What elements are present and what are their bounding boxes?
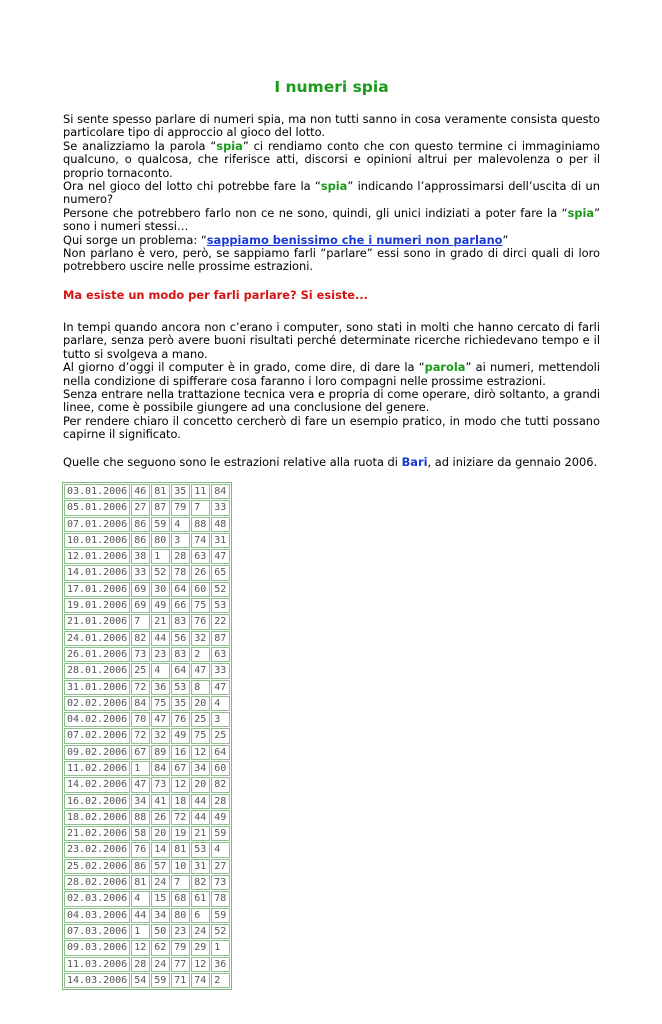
draw-number: 1 — [211, 940, 230, 955]
draw-number: 33 — [211, 500, 230, 515]
draw-number: 4 — [131, 891, 150, 906]
draw-date: 17.01.2006 — [64, 582, 130, 597]
draw-number: 7 — [191, 500, 210, 515]
draw-number: 57 — [151, 859, 170, 874]
draw-number: 78 — [171, 565, 190, 580]
draw-date: 18.02.2006 — [64, 810, 130, 825]
draw-number: 80 — [171, 908, 190, 923]
draw-number: 80 — [151, 533, 170, 548]
draw-number: 12 — [191, 745, 210, 760]
draw-number: 34 — [191, 761, 210, 776]
draw-number: 84 — [131, 696, 150, 711]
table-row — [64, 517, 230, 532]
document — [63, 78, 600, 990]
draw-date: 14.03.2006 — [64, 973, 130, 988]
draw-date: 25.02.2006 — [64, 859, 130, 874]
draw-number: 49 — [171, 728, 190, 743]
draw-number: 82 — [131, 631, 150, 646]
draw-number: 32 — [191, 631, 210, 646]
keyword-spia: spia — [567, 205, 595, 220]
draw-number: 20 — [191, 696, 210, 711]
draw-number: 4 — [171, 517, 190, 532]
draw-number: 68 — [171, 891, 190, 906]
draw-number: 4 — [211, 696, 230, 711]
draw-number: 44 — [151, 631, 170, 646]
draw-date: 02.03.2006 — [64, 891, 130, 906]
draw-number: 30 — [151, 582, 170, 597]
draw-number: 72 — [171, 810, 190, 825]
draw-number: 15 — [151, 891, 170, 906]
draw-number: 70 — [131, 712, 150, 727]
draw-number: 53 — [171, 680, 190, 695]
draw-number: 27 — [131, 500, 150, 515]
table-row — [64, 908, 230, 923]
table-row — [64, 614, 230, 629]
draw-date: 07.03.2006 — [64, 924, 130, 939]
draw-number: 4 — [151, 663, 170, 678]
draw-number: 44 — [191, 794, 210, 809]
draw-date: 09.02.2006 — [64, 745, 130, 760]
table-row — [64, 842, 230, 857]
draw-number: 86 — [131, 859, 150, 874]
draw-number: 60 — [191, 582, 210, 597]
draw-date: 05.01.2006 — [64, 500, 130, 515]
draw-number: 36 — [151, 680, 170, 695]
draw-number: 12 — [191, 957, 210, 972]
draw-number: 1 — [131, 924, 150, 939]
keyword-parola: parola — [424, 360, 466, 375]
draw-number: 72 — [131, 728, 150, 743]
draw-number: 50 — [151, 924, 170, 939]
draw-number: 73 — [151, 777, 170, 792]
draw-number: 20 — [151, 826, 170, 841]
keyword-spia: spia — [216, 138, 243, 153]
draw-number: 25 — [131, 663, 150, 678]
draw-number: 87 — [211, 631, 230, 646]
draw-number: 24 — [151, 875, 170, 890]
draw-date: 24.01.2006 — [64, 631, 130, 646]
draw-date: 07.01.2006 — [64, 517, 130, 532]
draw-number: 77 — [171, 957, 190, 972]
draw-number: 44 — [191, 810, 210, 825]
draw-number: 35 — [171, 484, 190, 499]
draw-number: 18 — [171, 794, 190, 809]
draw-number: 31 — [211, 533, 230, 548]
table-row — [64, 663, 230, 678]
draw-number: 24 — [151, 957, 170, 972]
draw-number: 41 — [151, 794, 170, 809]
table-row — [64, 647, 230, 662]
draw-date: 04.02.2006 — [64, 712, 130, 727]
draw-number: 10 — [171, 859, 190, 874]
draw-number: 59 — [211, 826, 230, 841]
draw-number: 59 — [211, 908, 230, 923]
draw-number: 29 — [191, 940, 210, 955]
draw-number: 49 — [211, 810, 230, 825]
draw-number: 28 — [211, 794, 230, 809]
draw-number: 81 — [151, 484, 170, 499]
table-row — [64, 696, 230, 711]
draw-number: 32 — [151, 728, 170, 743]
draw-number: 31 — [191, 859, 210, 874]
draw-number: 82 — [191, 875, 210, 890]
draw-number: 54 — [131, 973, 150, 988]
draw-number: 35 — [171, 696, 190, 711]
table-row — [64, 631, 230, 646]
draw-number: 23 — [171, 924, 190, 939]
draw-number: 73 — [131, 647, 150, 662]
draw-number: 83 — [171, 647, 190, 662]
draw-date: 09.03.2006 — [64, 940, 130, 955]
draw-number: 4 — [211, 842, 230, 857]
draw-number: 25 — [191, 712, 210, 727]
draw-number: 72 — [131, 680, 150, 695]
draw-number: 60 — [211, 761, 230, 776]
draw-date: 11.03.2006 — [64, 957, 130, 972]
draw-number: 28 — [131, 957, 150, 972]
table-row — [64, 565, 230, 580]
draw-number: 75 — [191, 728, 210, 743]
draw-number: 88 — [131, 810, 150, 825]
draw-number: 69 — [131, 582, 150, 597]
draw-number: 62 — [151, 940, 170, 955]
table-row — [64, 728, 230, 743]
draw-date: 19.01.2006 — [64, 598, 130, 613]
draw-number: 23 — [151, 647, 170, 662]
draw-number: 69 — [131, 598, 150, 613]
draw-number: 25 — [211, 728, 230, 743]
draw-number: 83 — [171, 614, 190, 629]
draw-number: 84 — [151, 761, 170, 776]
draw-number: 22 — [211, 614, 230, 629]
draw-number: 27 — [211, 859, 230, 874]
table-row — [64, 533, 230, 548]
draw-number: 74 — [191, 533, 210, 548]
draw-number: 33 — [131, 565, 150, 580]
table-row — [64, 712, 230, 727]
draw-number: 44 — [131, 908, 150, 923]
draw-number: 81 — [171, 842, 190, 857]
table-row — [64, 761, 230, 776]
table-row — [64, 826, 230, 841]
section-subtitle: Ma esiste un modo per farli parlare? Si esiste... — [63, 287, 369, 302]
draw-date: 11.02.2006 — [64, 761, 130, 776]
draw-number: 53 — [191, 842, 210, 857]
table-row — [64, 891, 230, 906]
draw-number: 76 — [131, 842, 150, 857]
draw-number: 21 — [191, 826, 210, 841]
draw-date: 12.01.2006 — [64, 549, 130, 564]
table-row — [64, 549, 230, 564]
draw-number: 26 — [151, 810, 170, 825]
draw-number: 36 — [211, 957, 230, 972]
draw-number: 28 — [171, 549, 190, 564]
table-row — [64, 484, 230, 499]
draw-number: 86 — [131, 533, 150, 548]
draw-number: 67 — [131, 745, 150, 760]
body-paragraph: In tempi quando ancora non c’erano i computer, sono stati in molti che hanno cercato di farli parlare, senza però avere buoni risultati perché determinate ricerche richiedevano tempo e il tutto si svolgeva a mano. Al giorno d’oggi il computer è in grado, come dire, di dare la “parola” ai numeri, mettendoli nella condizione di spifferare cosa faranno i loro compagni nelle prossime estrazioni. Senza entrare nella trattazione tecnica vera e propria di come operare, dirò soltanto, a grandi linee, come è possibile giungere ad una conclusione del genere. Per rendere chiaro il concetto cercherò di fare un esempio pratico, in modo che tutti possano capirne il significato. — [63, 319, 600, 442]
draw-number: 20 — [191, 777, 210, 792]
draw-number: 64 — [171, 663, 190, 678]
draw-number: 71 — [171, 973, 190, 988]
draw-number: 3 — [211, 712, 230, 727]
table-lead: Quelle che seguono sono le estrazioni relative alla ruota di Bari, ad iniziare da gennaio 2006. — [63, 454, 598, 469]
draw-number: 2 — [211, 973, 230, 988]
draw-number: 59 — [151, 517, 170, 532]
draw-number: 3 — [171, 533, 190, 548]
draw-number: 47 — [151, 712, 170, 727]
page-title: I numeri spia — [274, 78, 389, 96]
draw-number: 14 — [151, 842, 170, 857]
draw-number: 65 — [211, 565, 230, 580]
draw-number: 21 — [151, 614, 170, 629]
intro-paragraph: Si sente spesso parlare di numeri spia, ma non tutti sanno in cosa veramente consista questo particolare tipo di approccio al gioco del lotto. Se analizziamo la parola “spia” ci rendiamo conto che con questo termine ci immaginiamo qualcuno, o qualcosa, che riferisce atti, discorsi e opinioni altrui per malevolenza o per il proprio tornaconto. Ora nel gioco del lotto chi potrebbe fare la “spia” indicando l’approssimarsi dell’uscita di un numero? Persone che potrebbero farlo non ce ne sono, quindi, gli unici indiziati a poter fare la “spia” sono i numeri stessi… Qui sorge un problema: “sappiamo benissimo che i numeri non parlano” Non parlano è vero, però, se sappiamo farli “parlare” essi sono in grado di dirci quali di loro potrebbero uscire nelle prossime estrazioni. — [63, 112, 600, 274]
draw-number: 74 — [191, 973, 210, 988]
draw-number: 66 — [171, 598, 190, 613]
draw-number: 53 — [211, 598, 230, 613]
draw-number: 47 — [191, 663, 210, 678]
draw-number: 58 — [131, 826, 150, 841]
draw-number: 47 — [131, 777, 150, 792]
draw-number: 1 — [131, 761, 150, 776]
table-row — [64, 810, 230, 825]
draw-number: 34 — [131, 794, 150, 809]
draw-number: 7 — [131, 614, 150, 629]
draws-table — [62, 482, 232, 990]
keyword-spia: spia — [320, 179, 348, 194]
draw-date: 28.02.2006 — [64, 875, 130, 890]
draw-number: 34 — [151, 908, 170, 923]
draw-number: 86 — [131, 517, 150, 532]
draw-number: 16 — [171, 745, 190, 760]
draw-number: 64 — [171, 582, 190, 597]
draw-number: 63 — [191, 549, 210, 564]
draw-date: 26.01.2006 — [64, 647, 130, 662]
table-row — [64, 745, 230, 760]
table-row — [64, 794, 230, 809]
draw-number: 89 — [151, 745, 170, 760]
table-row — [64, 582, 230, 597]
draw-date: 21.02.2006 — [64, 826, 130, 841]
draw-number: 24 — [191, 924, 210, 939]
draw-number: 88 — [191, 517, 210, 532]
draw-number: 59 — [151, 973, 170, 988]
draw-date: 02.02.2006 — [64, 696, 130, 711]
draw-date: 16.02.2006 — [64, 794, 130, 809]
draw-number: 87 — [151, 500, 170, 515]
draw-number: 2 — [191, 647, 210, 662]
draw-date: 14.02.2006 — [64, 777, 130, 792]
highlight-link[interactable]: sappiamo benissimo che i numeri non parlano — [206, 232, 503, 247]
draw-date: 04.03.2006 — [64, 908, 130, 923]
draw-date: 03.01.2006 — [64, 484, 130, 499]
draw-number: 12 — [131, 940, 150, 955]
draw-number: 52 — [211, 924, 230, 939]
draw-date: 14.01.2006 — [64, 565, 130, 580]
table-row — [64, 680, 230, 695]
draw-number: 47 — [211, 680, 230, 695]
draw-number: 19 — [171, 826, 190, 841]
draw-number: 48 — [211, 517, 230, 532]
draw-number: 73 — [211, 875, 230, 890]
draw-number: 47 — [211, 549, 230, 564]
table-row — [64, 777, 230, 792]
draw-number: 61 — [191, 891, 210, 906]
draw-number: 12 — [171, 777, 190, 792]
draw-number: 75 — [191, 598, 210, 613]
draw-number: 63 — [211, 647, 230, 662]
draw-number: 33 — [211, 663, 230, 678]
draw-date: 31.01.2006 — [64, 680, 130, 695]
draw-number: 6 — [191, 908, 210, 923]
draw-date: 23.02.2006 — [64, 842, 130, 857]
draw-number: 81 — [131, 875, 150, 890]
draw-number: 7 — [171, 875, 190, 890]
draw-number: 49 — [151, 598, 170, 613]
draw-number: 75 — [151, 696, 170, 711]
table-row — [64, 875, 230, 890]
draw-date: 10.01.2006 — [64, 533, 130, 548]
draw-number: 11 — [191, 484, 210, 499]
draw-number: 84 — [211, 484, 230, 499]
table-row — [64, 598, 230, 613]
draw-number: 79 — [171, 940, 190, 955]
draw-number: 8 — [191, 680, 210, 695]
draw-number: 46 — [131, 484, 150, 499]
draw-number: 38 — [131, 549, 150, 564]
table-row — [64, 973, 230, 988]
table-row — [64, 859, 230, 874]
draw-date: 28.01.2006 — [64, 663, 130, 678]
table-row — [64, 924, 230, 939]
draw-date: 07.02.2006 — [64, 728, 130, 743]
draw-number: 78 — [211, 891, 230, 906]
table-row — [64, 957, 230, 972]
draw-number: 52 — [211, 582, 230, 597]
draw-number: 26 — [191, 565, 210, 580]
draw-number: 79 — [171, 500, 190, 515]
ruota-name: Bari — [401, 454, 428, 469]
draw-number: 82 — [211, 777, 230, 792]
draw-number: 76 — [171, 712, 190, 727]
draw-number: 56 — [171, 631, 190, 646]
draw-date: 21.01.2006 — [64, 614, 130, 629]
draw-number: 67 — [171, 761, 190, 776]
table-row — [64, 940, 230, 955]
table-row — [64, 500, 230, 515]
draw-number: 64 — [211, 745, 230, 760]
draw-number: 1 — [151, 549, 170, 564]
draw-number: 76 — [191, 614, 210, 629]
draw-number: 52 — [151, 565, 170, 580]
